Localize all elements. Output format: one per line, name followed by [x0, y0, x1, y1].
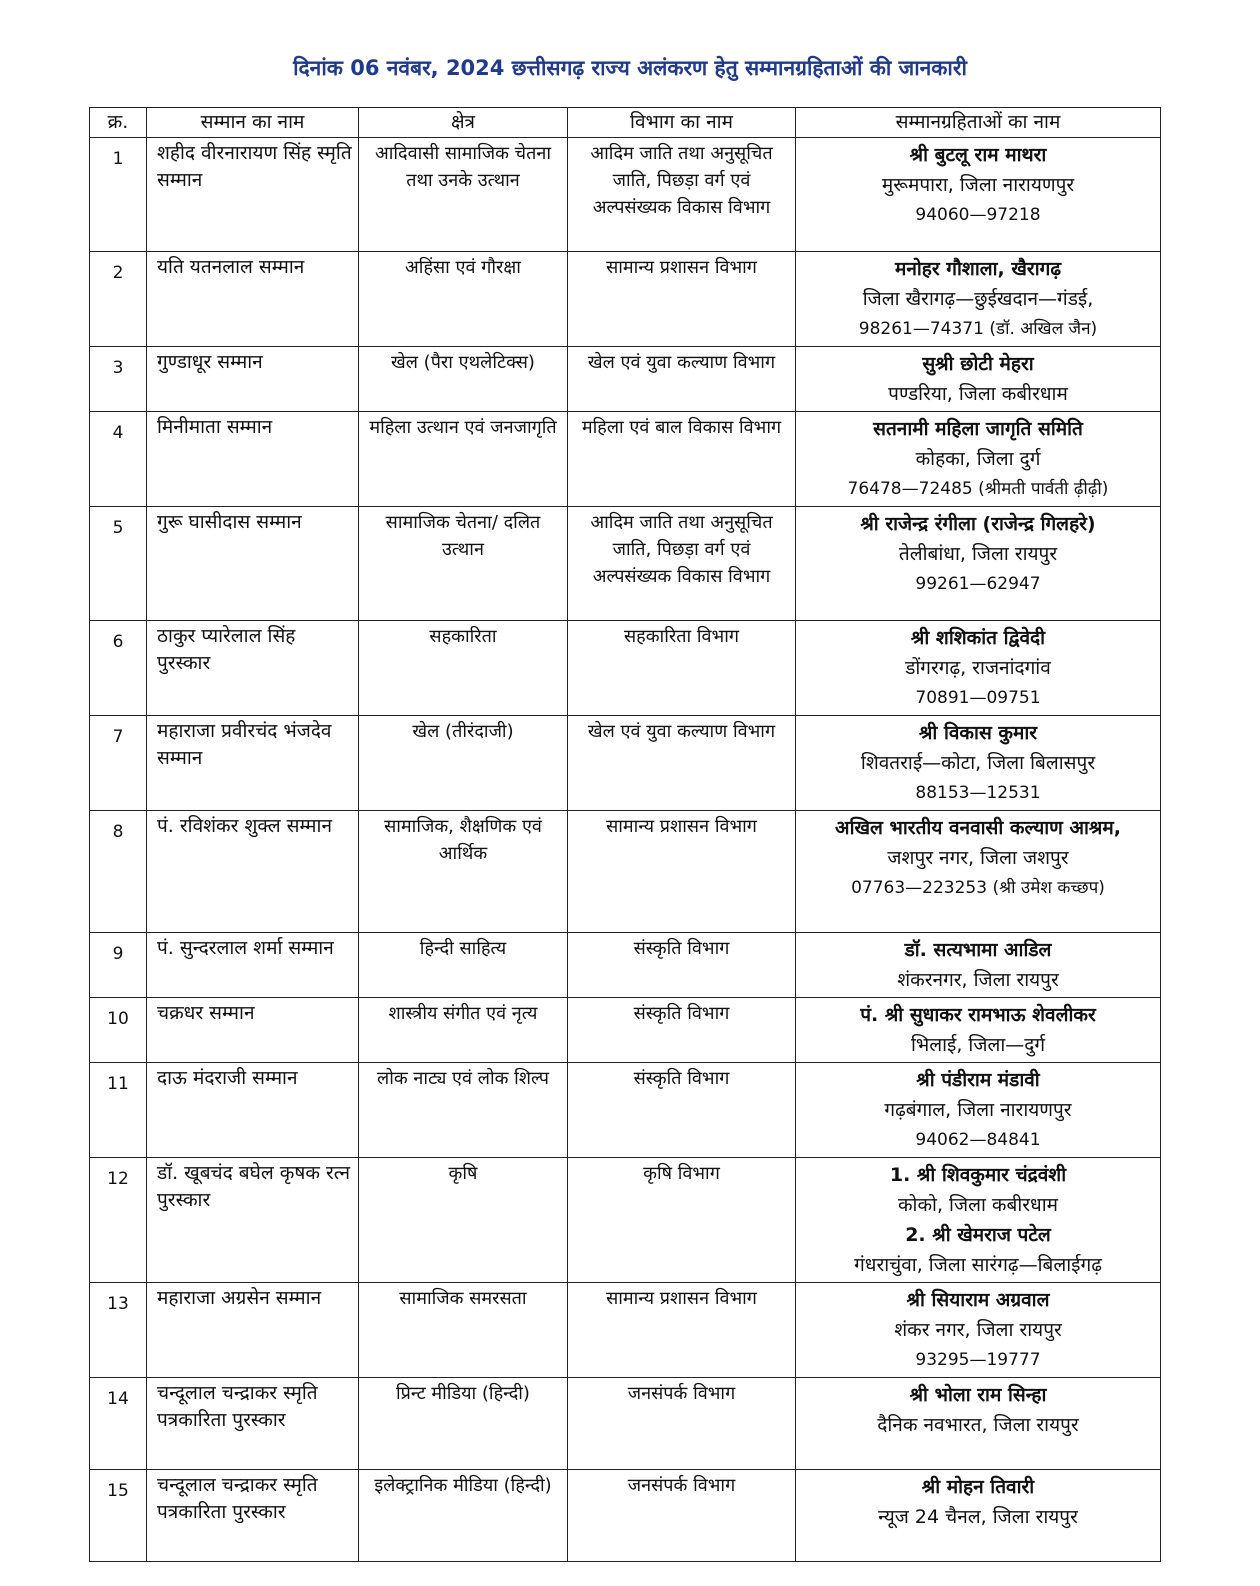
recipient-detail: 07763—223253 (श्री उमेश कच्छप) [851, 878, 1105, 898]
table-row [90, 347, 1161, 412]
recipient-detail: 70891—09751 [915, 688, 1041, 708]
recipient-detail: 99261—62947 [915, 574, 1041, 594]
recipient-name: अखिल भारतीय वनवासी कल्याण आश्रम, [835, 817, 1121, 839]
recipient-name: श्री सियाराम अग्रवाल [906, 1289, 1050, 1311]
department-name: कृषि विभाग [568, 1158, 796, 1283]
table-row [90, 1378, 1161, 1470]
award-name: गुण्डाधूर सम्मान [147, 347, 359, 412]
recipient-detail: भिलाई, जिला—दुर्ग [910, 1034, 1046, 1056]
department-name: सामान्य प्रशासन विभाग [568, 811, 796, 933]
award-name: चक्रधर सम्मान [147, 998, 359, 1063]
serial-number: 14 [90, 1378, 147, 1470]
award-field: सामाजिक, शैक्षणिक एवं आर्थिक [359, 811, 568, 933]
award-field: कृषि [359, 1158, 568, 1283]
serial-number: 4 [90, 412, 147, 507]
award-name: ठाकुर प्यारेलाल सिंह पुरस्कार [147, 621, 359, 716]
recipient-detail: तेलीबांधा, जिला रायपुर [898, 543, 1058, 565]
header-recipient: सम्मानग्रहिताओं का नाम [796, 108, 1161, 138]
recipient-cell [796, 1378, 1161, 1470]
table-row [90, 716, 1161, 811]
recipient-cell [796, 1470, 1161, 1562]
department-name: सामान्य प्रशासन विभाग [568, 252, 796, 347]
recipient-name: सतनामी महिला जागृति समिति [873, 418, 1083, 440]
department-name: संस्कृति विभाग [568, 1063, 796, 1158]
recipient-name: श्री विकास कुमार [918, 722, 1038, 744]
serial-number: 13 [90, 1283, 147, 1378]
department-name: आदिम जाति तथा अनुसूचित जाति, पिछड़ा वर्ग एवं अल्पसंख्यक विकास विभाग [568, 507, 796, 621]
award-name: यति यतनलाल सम्मान [147, 252, 359, 347]
recipient-detail: कोहका, जिला दुर्ग [915, 448, 1041, 470]
department-name: खेल एवं युवा कल्याण विभाग [568, 347, 796, 412]
table-row [90, 252, 1161, 347]
award-name: मिनीमाता सम्मान [147, 412, 359, 507]
recipient-detail: पण्डरिया, जिला कबीरधाम [888, 383, 1068, 405]
award-field: इलेक्ट्रानिक मीडिया (हिन्दी) [359, 1470, 568, 1562]
award-name: गुरू घासीदास सम्मान [147, 507, 359, 621]
recipient-detail: जिला खैरागढ़—छुईखदान—गंडई, [862, 288, 1094, 310]
recipient-detail: कोको, जिला कबीरधाम [897, 1194, 1059, 1216]
recipient-detail: डोंगरगढ़, राजनांदगांव [905, 657, 1051, 679]
award-name: पं. रविशंकर शुक्ल सम्मान [147, 811, 359, 933]
award-field: सामाजिक समरसता [359, 1283, 568, 1378]
table-row [90, 1283, 1161, 1378]
award-field: आदिवासी सामाजिक चेतना तथा उनके उत्थान [359, 138, 568, 252]
page-title: दिनांक 06 नवंबर, 2024 छत्तीसगढ़ राज्य अलंकरण हेतु सम्मानग्रहिताओं की जानकारी [293, 56, 967, 80]
department-name: सहकारिता विभाग [568, 621, 796, 716]
table-row [90, 1470, 1161, 1562]
recipient-name: डॉ. सत्यभामा आडिल [904, 939, 1052, 961]
header-department: विभाग का नाम [568, 108, 796, 138]
table-row [90, 811, 1161, 933]
recipient-cell [796, 716, 1161, 811]
serial-number: 6 [90, 621, 147, 716]
department-name: जनसंपर्क विभाग [568, 1378, 796, 1470]
serial-number: 3 [90, 347, 147, 412]
recipient-cell [796, 621, 1161, 716]
table-row [90, 1158, 1161, 1283]
department-name: संस्कृति विभाग [568, 998, 796, 1063]
award-name: महाराजा अग्रसेन सम्मान [147, 1283, 359, 1378]
recipient-detail: न्यूज 24 चैनल, जिला रायपुर [878, 1506, 1078, 1528]
serial-number: 1 [90, 138, 147, 252]
recipient-name: 2. श्री खेमराज पटेल [905, 1224, 1051, 1246]
recipient-detail: जशपुर नगर, जिला जशपुर [887, 847, 1069, 869]
header-serial: क्र. [90, 108, 147, 138]
header-field: क्षेत्र [359, 108, 568, 138]
recipient-cell [796, 811, 1161, 933]
award-field: खेल (तीरंदाजी) [359, 716, 568, 811]
table-body [90, 138, 1161, 1562]
serial-number: 10 [90, 998, 147, 1063]
recipient-detail: शंकर नगर, जिला रायपुर [894, 1319, 1062, 1341]
serial-number: 15 [90, 1470, 147, 1562]
table-row [90, 412, 1161, 507]
award-field: लोक नाट्य एवं लोक शिल्प [359, 1063, 568, 1158]
recipient-name: 1. श्री शिवकुमार चंद्रवंशी [889, 1164, 1067, 1186]
award-field: सहकारिता [359, 621, 568, 716]
recipient-name: मनोहर गौशाला, खैरागढ़ [894, 258, 1062, 280]
award-field: महिला उत्थान एवं जनजागृति [359, 412, 568, 507]
recipient-detail: मुरूमपारा, जिला नारायणपुर [881, 174, 1075, 196]
serial-number: 11 [90, 1063, 147, 1158]
recipient-detail: शिवतराई—कोटा, जिला बिलासपुर [860, 752, 1096, 774]
recipient-cell [796, 1283, 1161, 1378]
table-row [90, 998, 1161, 1063]
recipient-cell [796, 507, 1161, 621]
department-name: संस्कृति विभाग [568, 933, 796, 998]
table-row [90, 507, 1161, 621]
award-field: अहिंसा एवं गौरक्षा [359, 252, 568, 347]
award-name: दाऊ मंदराजी सम्मान [147, 1063, 359, 1158]
recipient-name: श्री शशिकांत द्विवेदी [910, 627, 1046, 649]
serial-number: 9 [90, 933, 147, 998]
table-row [90, 621, 1161, 716]
recipient-detail: 93295—19777 [915, 1350, 1041, 1370]
award-name: महाराजा प्रवीरचंद भंजदेव सम्मान [147, 716, 359, 811]
header-award-name: सम्मान का नाम [147, 108, 359, 138]
table-header-row [90, 108, 1161, 138]
recipient-name: पं. श्री सुधाकर रामभाऊ शेवलीकर [860, 1004, 1096, 1026]
recipient-detail: 76478—72485 (श्रीमती पार्वती ढ़ीढ़ी) [847, 479, 1109, 499]
recipient-detail: दैनिक नवभारत, जिला रायपुर [877, 1414, 1079, 1436]
recipient-cell [796, 933, 1161, 998]
serial-number: 12 [90, 1158, 147, 1283]
recipient-cell [796, 252, 1161, 347]
recipient-name: श्री राजेन्द्र रंगीला (राजेन्द्र गिलहरे) [860, 513, 1096, 535]
award-field: खेल (पैरा एथलेटिक्स) [359, 347, 568, 412]
recipient-cell [796, 138, 1161, 252]
award-name: डॉ. खूबचंद बघेल कृषक रत्न पुरस्कार [147, 1158, 359, 1283]
recipient-detail: 94062—84841 [915, 1130, 1041, 1150]
table-row [90, 138, 1161, 252]
recipient-cell [796, 1063, 1161, 1158]
recipient-detail: गढ़बंगाल, जिला नारायणपुर [884, 1099, 1072, 1121]
recipient-detail: 98261—74371 (डॉ. अखिल जैन) [858, 319, 1098, 339]
recipient-detail: 88153—12531 [915, 783, 1041, 803]
award-name: चन्दूलाल चन्द्राकर स्मृति पत्रकारिता पुरस्कार [147, 1470, 359, 1562]
recipient-cell [796, 412, 1161, 507]
recipient-name: श्री भोला राम सिन्हा [909, 1384, 1047, 1406]
department-name: सामान्य प्रशासन विभाग [568, 1283, 796, 1378]
recipient-name: श्री मोहन तिवारी [921, 1476, 1035, 1498]
award-field: प्रिन्ट मीडिया (हिन्दी) [359, 1378, 568, 1470]
award-field: शास्त्रीय संगीत एवं नृत्य [359, 998, 568, 1063]
recipient-cell [796, 347, 1161, 412]
award-name: शहीद वीरनारायण सिंह स्मृति सम्मान [147, 138, 359, 252]
recipient-detail: गंधराचुंवा, जिला सारंगढ़—बिलाईगढ़ [854, 1254, 1102, 1276]
recipient-cell [796, 1158, 1161, 1283]
recipient-name: सुश्री छोटी मेहरा [922, 353, 1034, 375]
awards-table [89, 107, 1161, 1562]
recipient-cell [796, 998, 1161, 1063]
table-row [90, 933, 1161, 998]
serial-number: 5 [90, 507, 147, 621]
recipient-detail: शंकरनगर, जिला रायपुर [897, 969, 1059, 991]
serial-number: 8 [90, 811, 147, 933]
award-name: चन्दूलाल चन्द्राकर स्मृति पत्रकारिता पुरस्कार [147, 1378, 359, 1470]
table-row [90, 1063, 1161, 1158]
recipient-name: श्री पंडीराम मंडावी [916, 1069, 1040, 1091]
recipient-detail: 94060—97218 [915, 205, 1041, 225]
serial-number: 7 [90, 716, 147, 811]
award-name: पं. सुन्दरलाल शर्मा सम्मान [147, 933, 359, 998]
department-name: खेल एवं युवा कल्याण विभाग [568, 716, 796, 811]
award-field: सामाजिक चेतना/ दलित उत्थान [359, 507, 568, 621]
award-field: हिन्दी साहित्य [359, 933, 568, 998]
department-name: आदिम जाति तथा अनुसूचित जाति, पिछड़ा वर्ग एवं अल्पसंख्यक विकास विभाग [568, 138, 796, 252]
department-name: महिला एवं बाल विकास विभाग [568, 412, 796, 507]
recipient-name: श्री बुटलू राम माथरा [909, 144, 1047, 166]
department-name: जनसंपर्क विभाग [568, 1470, 796, 1562]
serial-number: 2 [90, 252, 147, 347]
